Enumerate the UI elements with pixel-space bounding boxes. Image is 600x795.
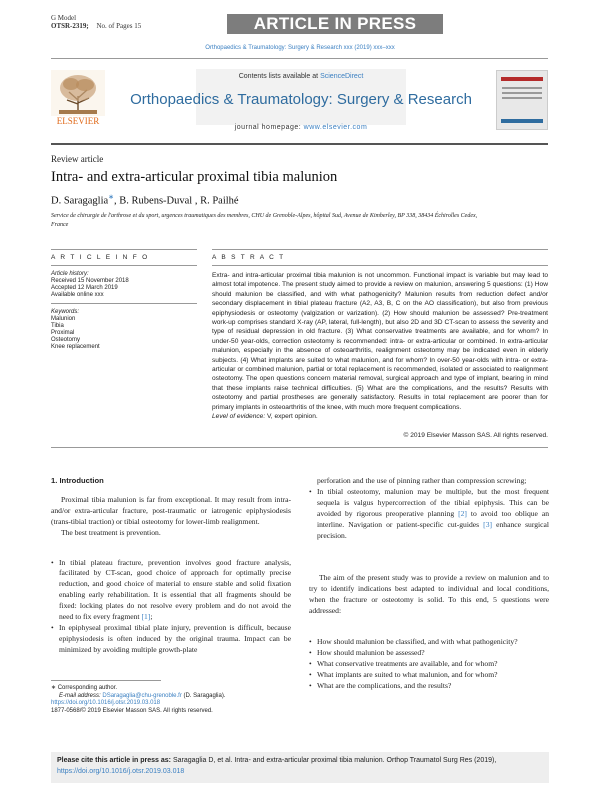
journal-title[interactable]: Orthopaedics & Traumatology: Surgery & Research [130, 91, 472, 108]
keyword: Knee replacement [51, 344, 100, 350]
corresponding-note: ∗ Corresponding author. [51, 685, 118, 691]
masthead-divider [51, 143, 548, 145]
question-item: • What conservative treatments are available, and for whom? [309, 659, 549, 670]
keyword: Malunion [51, 316, 76, 322]
abstract-copyright: © 2019 Elsevier Masson SAS. All rights reserved. [403, 432, 548, 439]
elsevier-tree-logo [51, 70, 105, 126]
journal-ref-line[interactable]: Orthopaedics & Traumatology: Surgery & Research xxx (2019) xxx–xxx [205, 45, 395, 51]
journal-cover-thumbnail [496, 70, 548, 130]
journal-homepage [196, 124, 406, 131]
evidence-label: Level of evidence: [212, 413, 266, 421]
doi-link[interactable]: https://doi.org/10.1016/j.otsr.2019.03.018 [51, 700, 161, 707]
doc-code-line [51, 22, 141, 30]
aim-paragraph: The aim of the present study was to provide a review on malunion and to try to identify indications best adapted to individual and local conditions, when the fracture or osteotomy is solid. To this end, 5 questions were addressed: [309, 573, 549, 616]
accepted-date: Accepted 12 March 2019 [51, 285, 118, 291]
info-top-rule [51, 249, 197, 250]
author-1[interactable]: D. Saragaglia [51, 195, 109, 207]
intro-paragraph-1: Proximal tibia malunion is far from exceptional. It may result from intra- and/or extra-articular fracture, post-traumatic or iatrogenic epiphysiodesis (trans-tibial traction) or tibial osteotomy for lower-limb realignment. [51, 494, 291, 526]
section-heading-intro: 1. Introduction [51, 476, 104, 485]
corresponding-marker[interactable]: ∗ [108, 193, 115, 201]
article-in-press-banner: ARTICLE IN PRESS [227, 14, 443, 34]
info-heading-rule [51, 265, 197, 266]
keywords-label: Keywords: [51, 309, 80, 315]
question-item: • What implants are suited to what malunion, and for whom? [309, 670, 549, 681]
cite-doi-link[interactable]: https://doi.org/10.1016/j.otsr.2019.03.018 [57, 767, 185, 775]
affiliation: Service de chirurgie de l'arthrose et du sport, urgences traumatiques des membres, CHU de Grenoble-Alpes, hôpital Sud, Avenue de Kimberley, BP 338, 38434 Échirolles Cedex, France [51, 213, 478, 228]
citation-link[interactable]: [2] [458, 508, 467, 518]
bullet-item: • In epiphyseal proximal tibial plate injury, prevention is difficult, because epiphysiodesis is often induced by the original trauma. Impact can be minimized by avoiding multiple growth-plate [51, 623, 291, 656]
gmodel-label: G Model [51, 14, 77, 22]
bullet-text: In tibial osteotomy, malunion may be multiple, but the most frequent sequela is valgus hypercorrection of the tibial epiphysis. This can be avoided by rigorous preoperative planning [317, 486, 549, 518]
page-count: No. of Pages 15 [96, 22, 142, 30]
received-date: Received 15 November 2018 [51, 278, 129, 284]
contents-line [196, 73, 406, 80]
keywords-rule [51, 303, 197, 304]
article-history [51, 271, 197, 299]
email-label: E-mail address: [59, 692, 101, 699]
footnote [51, 685, 291, 715]
author-list [51, 193, 239, 207]
body-divider [51, 447, 548, 448]
email-line [51, 693, 291, 701]
citation-link[interactable]: [1] [141, 612, 151, 622]
bullet-continuation: perforation and the use of pinning rather than compression screwing; [317, 476, 527, 485]
keyword: Osteotomy [51, 337, 81, 343]
footnote-rule [51, 680, 161, 681]
evidence-level [212, 412, 548, 421]
publisher-name: ELSEVIER [56, 116, 100, 126]
article-type: Review article [51, 154, 104, 164]
sciencedirect-link[interactable]: ScienceDirect [320, 73, 364, 80]
bullet-text: enhance surgical precision. [317, 519, 549, 540]
bullet-item: • In tibial plateau fracture, prevention involves good fracture analysis, facilitated by CT-scan, good choice of approach for optimally precise reduction, and good choice of material to ensure stable and solid fixation enabling early rehabilitation. It is essential that all fragments should be fixed: locking plates do not resolve every problem and do not avoid the need to fix every fragment [1]; [51, 558, 291, 623]
keyword: Proximal [51, 330, 75, 336]
abstract-text: Extra- and intra-articular proximal tibia malunion is not uncommon. Functional impact is variable but may lead to almost total impotence. The present study aimed to provide a review on malunion, answering 5 questions: (1) How should malunion be classified, and with what pathogenicity? Malunion results from reduction defect and/or secondary displacement in tibial plateau fracture (A2, A3, B, C on the AO classification), but also from previous epiphysiodesis or osteotomy (valgization or varization). (2) How should malunion be assessed? Pre-treatment work-up comprises standard X-ray (AP, lateral, full-length), but also 2D and 3D CT-scan to assess the severity and type of residual depression in old fracture. (3) What conservative treatments are available, and for whom? In under-50 year-olds, correction osteotomy is recommended: intra- or extra-articular or combined. In extra-articular malunion, especially in the absence of osteoarthritis, realignment osteotomy may be indicated even in elderly subjects. (4) What implants are suited to what malunion, and for whom? In over-50 year-olds with intra- or extra-articular or combined malunion, partial or total replacement is recommended, isolated or associated to realignment osteotomy. The open questions concern material removal, surgical approach and type of implant, bearing in mind that these implants raise technical difficulties. (5) What are the complications, and the results? Results with osteotomy and partial prostheses are generally satisfactory. Results in total replacement are poorer than for primary implants in osteoarthritis of the knee, with much more frequent complications. [212, 272, 548, 411]
question-item: • What are the complications, and the results? [309, 681, 549, 692]
article-info-heading: A R T I C L E I N F O [51, 254, 150, 261]
question-item: • How should malunion be assessed? [309, 648, 549, 659]
abstract-top-rule [212, 249, 548, 250]
left-column [51, 476, 291, 656]
keyword: Tibia [51, 323, 64, 329]
cite-text: Saragaglia D, et al. Intra- and extra-articular proximal tibia malunion. Orthop Traumatol Surg Res (2019), [171, 757, 497, 764]
keywords [51, 309, 197, 351]
online-date: Available online xxx [51, 292, 104, 298]
citation-box [51, 752, 549, 783]
header-gmodel [51, 14, 141, 30]
doc-code: OTSR-2319; [51, 22, 89, 30]
abstract-body [212, 271, 548, 422]
abstract-heading-rule [212, 265, 548, 266]
bullet-text: to avoid too oblique an interline. Navigation or patient-specific cut-guides [317, 508, 549, 529]
question-item: • How should malunion be classified, and with what pathogenicity? [309, 637, 549, 648]
email-suffix: (D. Saragaglia). [183, 692, 226, 699]
bullet-item [309, 487, 549, 542]
authors-rest: , B. Rubens-Duval , R. Pailhé [114, 195, 239, 207]
header-divider [51, 58, 548, 59]
email-link[interactable]: DSaragaglia@chu-grenoble.fr [102, 692, 182, 699]
contents-prefix: Contents lists available at [238, 73, 319, 80]
intro-paragraph-2: The best treatment is prevention. [61, 527, 161, 537]
article-title: Intra- and extra-articular proximal tibia malunion [51, 169, 338, 185]
homepage-link[interactable]: www.elsevier.com [303, 124, 368, 131]
cite-prefix: Please cite this article in press as: [57, 757, 172, 764]
issn-line: 1877-0568/© 2019 Elsevier Masson SAS. All rights reserved. [51, 707, 213, 714]
bullet-text: In tibial plateau fracture, prevention involves good fracture analysis, facilitated by CT-scan, good choice of approach for optimally precise reduction, and good choice of material to ensure stable and solid fixation enabling early rehabilitation. It is essential that all fragments should be fixed: locking plates do not resolve every problem and do not avoid the need to fix every fragment [59, 557, 291, 622]
evidence-value: V, expert opinion. [267, 413, 318, 421]
citation-link[interactable]: [3] [483, 519, 493, 529]
history-label: Article history: [51, 271, 89, 277]
homepage-prefix: journal homepage: [234, 124, 302, 131]
abstract-heading: A B S T R A C T [212, 254, 285, 261]
right-column [309, 476, 549, 692]
